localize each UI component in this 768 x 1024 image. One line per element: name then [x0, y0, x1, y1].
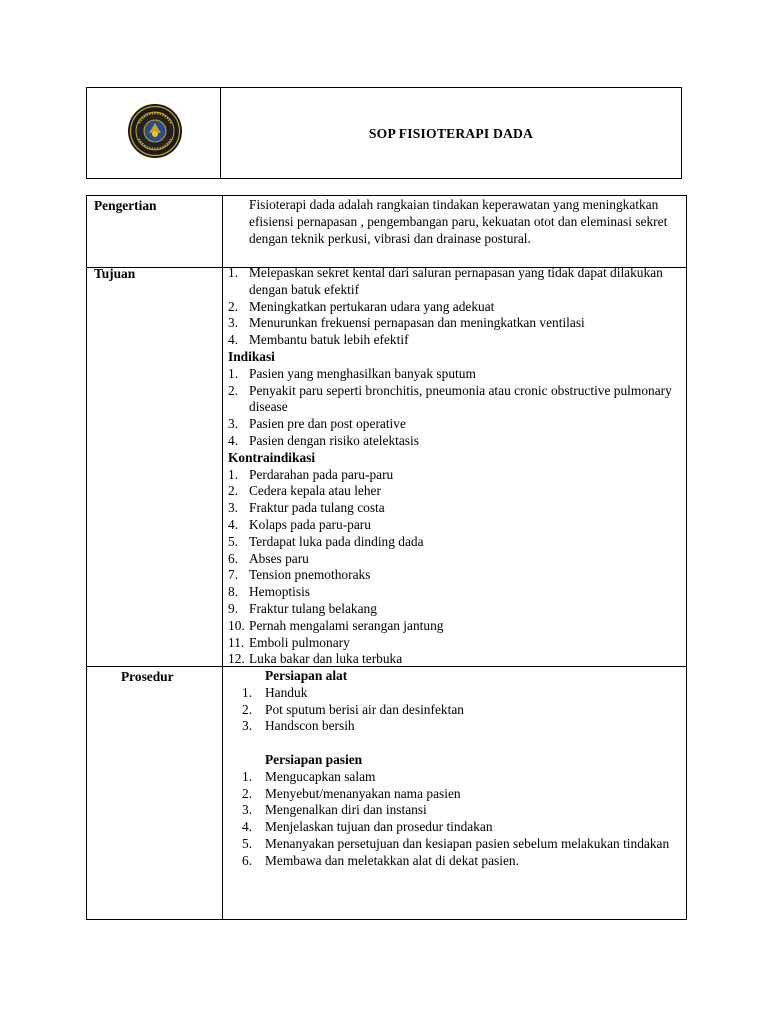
- list-item: 3. Pasien pre dan post operative: [228, 416, 406, 432]
- list-item: 1. Perdarahan pada paru-paru: [228, 466, 394, 482]
- list-item: 1. Mengucapkan salam: [242, 768, 376, 784]
- list-item: 4. Membantu batuk lebih efektif: [228, 332, 409, 348]
- header-table: [86, 87, 682, 179]
- list-item: 6. Membawa dan meletakkan alat di dekat pasien.: [242, 852, 519, 868]
- alat-list: [237, 685, 682, 735]
- list-item: 2. Penyakit paru seperti bronchitis, pneumonia atau cronic obstructive pulmonary disease: [228, 382, 672, 415]
- list-item: 3. Handscon bersih: [242, 718, 355, 734]
- pengertian-label: Pengertian: [94, 198, 157, 213]
- list-item: 4. Pasien dengan risiko atelektasis: [228, 432, 419, 448]
- pengertian-content: [228, 197, 682, 247]
- tujuan-list: [228, 265, 682, 349]
- list-item: 12. Luka bakar dan luka terbuka: [228, 651, 403, 667]
- university-seal-icon: [127, 103, 183, 159]
- list-item: 3. Fraktur pada tulang costa: [228, 500, 385, 516]
- list-item: 3. Mengenalkan diri dan instansi: [242, 802, 427, 818]
- column-divider: [222, 196, 223, 919]
- prosedur-content: [228, 668, 682, 870]
- list-item: 1. Melepaskan sekret kental dari saluran pernapasan yang tidak dapat dilakukan dengan batuk efektif: [228, 265, 663, 297]
- list-item: 1. Pasien yang menghasilkan banyak sputum: [228, 365, 476, 381]
- list-item: 2. Meningkatkan pertukaran udara yang adekuat: [228, 298, 495, 314]
- list-item: 9. Fraktur tulang belakang: [228, 600, 377, 616]
- sop-table: [86, 195, 687, 920]
- list-item: 5. Menanyakan persetujuan dan kesiapan pasien sebelum melakukan tindakan: [242, 835, 670, 851]
- prosedur-label: Prosedur: [121, 669, 174, 684]
- indikasi-heading: Indikasi: [228, 348, 275, 364]
- persiapan-alat-heading: Persiapan alat: [265, 668, 348, 683]
- list-item: 7. Tension pnemothoraks: [228, 567, 371, 583]
- list-item: 6. Abses paru: [228, 550, 309, 566]
- logo-cell: [87, 88, 221, 178]
- list-item: 8. Hemoptisis: [228, 584, 311, 600]
- list-item: 10. Pernah mengalami serangan jantung: [228, 617, 444, 633]
- list-item: 2. Pot sputum berisi air dan desinfektan: [242, 701, 464, 717]
- list-item: 11. Emboli pulmonary: [228, 634, 350, 650]
- tujuan-content: [228, 265, 682, 668]
- persiapan-pasien-heading: Persiapan pasien: [265, 751, 363, 767]
- list-item: 3. Menurunkan frekuensi pernapasan dan meningkatkan ventilasi: [228, 315, 585, 331]
- kontraindikasi-list: [228, 467, 682, 669]
- pasien-list: [237, 769, 682, 870]
- indikasi-list: [228, 366, 682, 450]
- kontraindikasi-heading: Kontraindikasi: [228, 449, 316, 465]
- list-item: 2. Menyebut/menanyakan nama pasien: [242, 785, 461, 801]
- tujuan-label: Tujuan: [94, 266, 136, 281]
- list-item: 5. Terdapat luka pada dinding dada: [228, 533, 424, 549]
- list-item: 4. Menjelaskan tujuan dan prosedur tindakan: [242, 819, 493, 835]
- pengertian-text: Fisioterapi dada adalah rangkaian tindakan keperawatan yang meningkatkan efisiensi pernapasan , pengembangan paru, kekuatan otot dan eleminasi sekret dengan teknik perkusi, vibrasi dan drainase postural.: [249, 197, 668, 246]
- list-item: 4. Kolaps pada paru-paru: [228, 516, 371, 532]
- document-title: SOP FISIOTERAPI DADA: [368, 126, 534, 141]
- list-item: 1. Handuk: [242, 684, 308, 700]
- list-item: 2. Cedera kepala atau leher: [228, 483, 381, 499]
